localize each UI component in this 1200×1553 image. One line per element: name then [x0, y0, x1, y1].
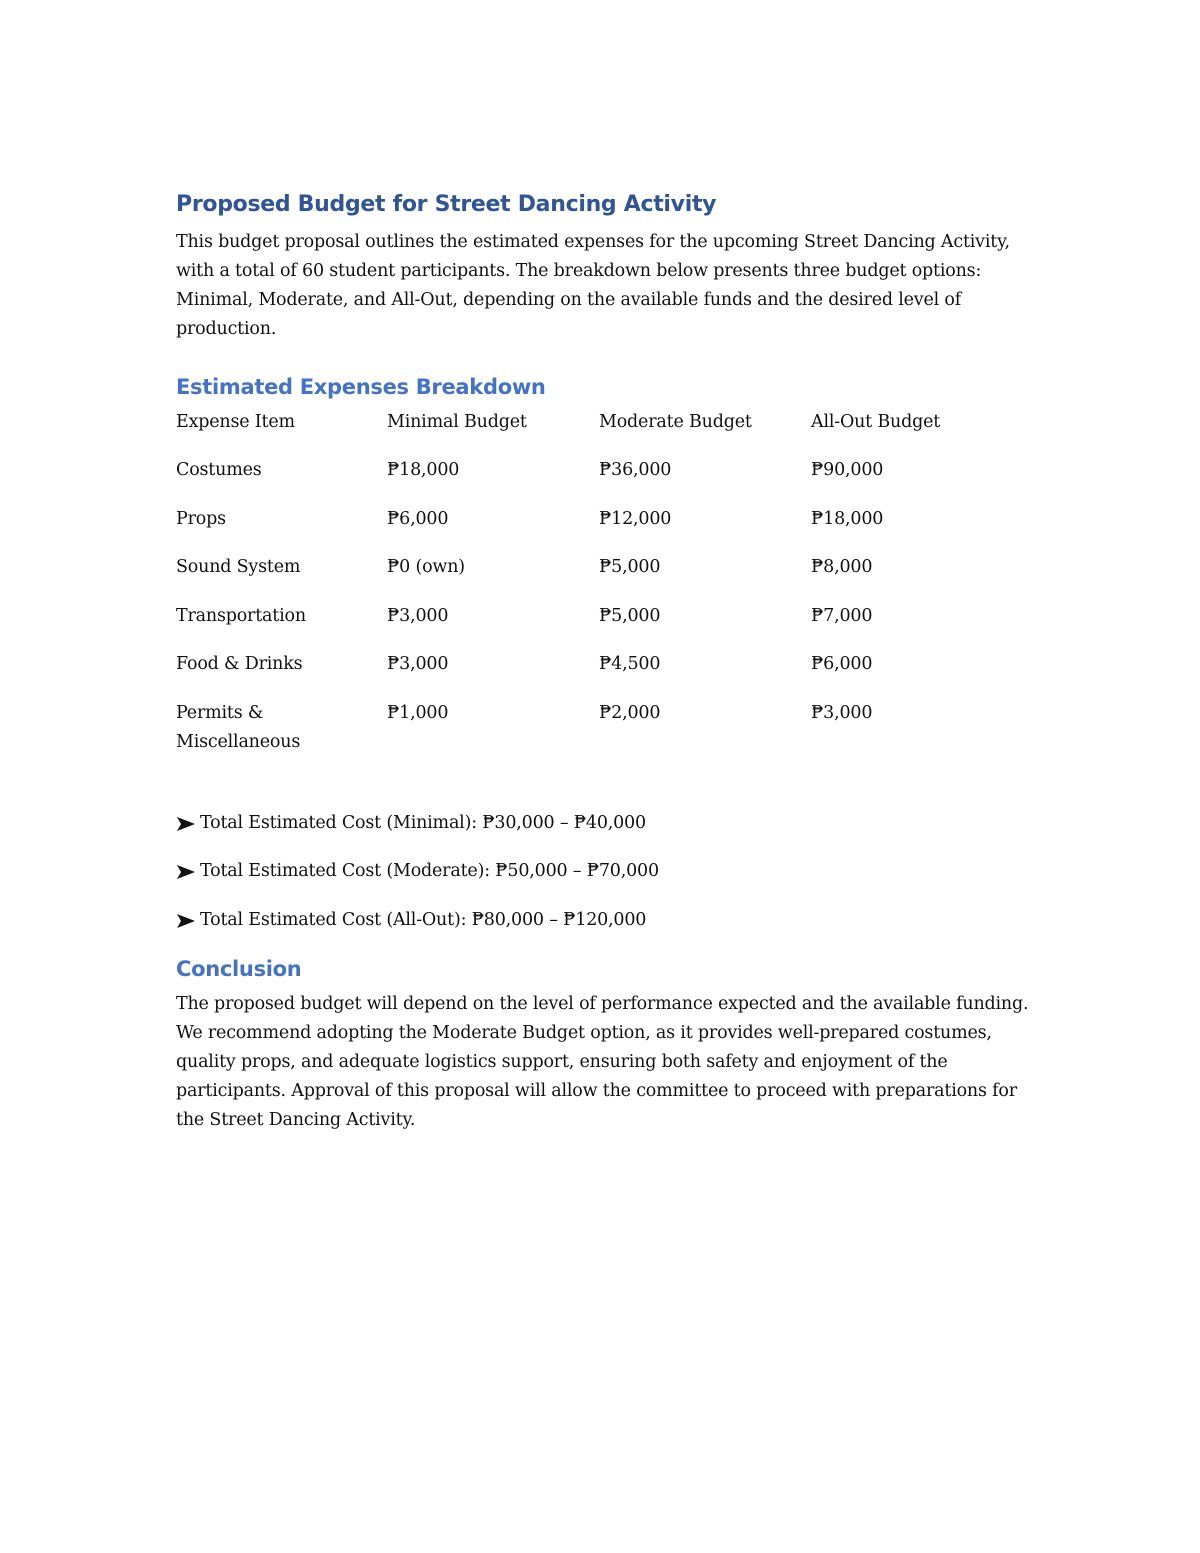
header-moderate-budget: Moderate Budget	[599, 412, 752, 432]
table-row	[176, 650, 1021, 699]
minimal-cell: ₱3,000	[387, 654, 449, 674]
header-expense-item: Expense Item	[176, 412, 295, 432]
minimal-cell: ₱3,000	[387, 605, 449, 626]
allout-cell: ₱90,000	[811, 460, 884, 480]
header-minimal-budget: Minimal Budget	[387, 412, 527, 432]
table-row	[176, 699, 1021, 765]
header-allout-budget: All-Out Budget	[811, 412, 941, 432]
moderate-cell: ₱4,500	[599, 654, 661, 674]
total-text: Total Estimated Cost (Minimal): ₱30,000 – ₱40,000	[200, 812, 646, 833]
expense-item-cell: Permits & Miscellaneous	[176, 702, 301, 752]
minimal-cell: ₱1,000	[387, 702, 449, 723]
moderate-cell: ₱36,000	[599, 460, 672, 480]
moderate-cell: ₱2,000	[599, 702, 661, 723]
arrowhead-bullet-icon	[176, 864, 196, 880]
expense-item-cell: Props	[176, 508, 226, 529]
moderate-cell: ₱12,000	[599, 508, 672, 529]
breakdown-heading: Estimated Expenses Breakdown	[176, 375, 546, 399]
document-title: Proposed Budget for Street Dancing Activity	[176, 192, 717, 217]
total-line	[176, 809, 1036, 858]
arrowhead-bullet-icon	[176, 913, 196, 929]
document-page	[176, 190, 1036, 1135]
minimal-cell: ₱18,000	[387, 460, 460, 480]
minimal-cell: ₱0 (own)	[387, 557, 465, 577]
allout-cell: ₱8,000	[811, 557, 873, 577]
moderate-cell: ₱5,000	[599, 557, 661, 577]
table-header-row	[176, 408, 1021, 456]
expenses-table	[176, 408, 1021, 765]
allout-cell: ₱7,000	[811, 605, 873, 626]
intro-paragraph: This budget proposal outlines the estimated expenses for the upcoming Street Dancing Activity, with a total of 60 student participants. The breakdown below presents three budget options: Minimal, Moderate, and All-Out, depending on the available funds and the desired level of production.	[176, 232, 1010, 339]
arrowhead-bullet-icon	[176, 816, 196, 832]
total-text: Total Estimated Cost (All-Out): ₱80,000 – ₱120,000	[200, 909, 647, 930]
expense-item-cell: Costumes	[176, 460, 262, 480]
expense-item-cell: Transportation	[176, 605, 306, 626]
conclusion-paragraph: The proposed budget will depend on the level of performance expected and the available funding. We recommend adopting the Moderate Budget option, as it provides well-prepared costumes, quality props, and adequate logistics support, ensuring both safety and enjoyment of the participants. Approval of this proposal will allow the committee to proceed with preparations for the Street Dancing Activity.	[176, 994, 1029, 1130]
allout-cell: ₱6,000	[811, 654, 873, 674]
table-row	[176, 505, 1021, 554]
total-text: Total Estimated Cost (Moderate): ₱50,000 – ₱70,000	[200, 861, 659, 881]
minimal-cell: ₱6,000	[387, 508, 449, 529]
totals-list	[176, 809, 1036, 955]
table-row	[176, 553, 1021, 602]
conclusion-heading: Conclusion	[176, 957, 302, 981]
total-line	[176, 906, 1036, 955]
table-row	[176, 456, 1021, 505]
expense-item-cell: Sound System	[176, 557, 301, 577]
conclusion-section	[176, 954, 1036, 1135]
allout-cell: ₱18,000	[811, 508, 884, 529]
moderate-cell: ₱5,000	[599, 605, 661, 626]
allout-cell: ₱3,000	[811, 702, 873, 723]
expense-item-cell: Food & Drinks	[176, 654, 303, 674]
table-row	[176, 602, 1021, 651]
total-line	[176, 857, 1036, 906]
